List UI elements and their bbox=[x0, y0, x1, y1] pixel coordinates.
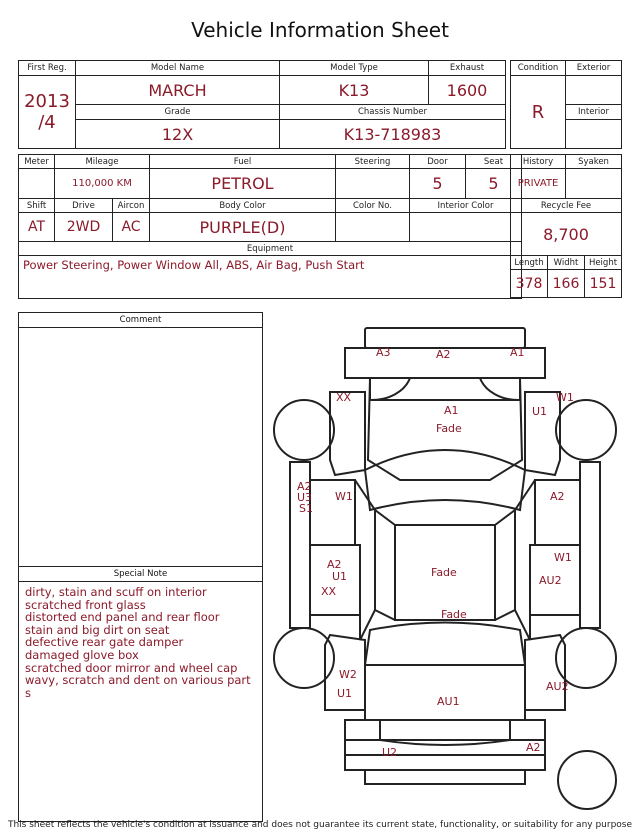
interior-color-value bbox=[410, 213, 522, 242]
history-value: PRIVATE bbox=[511, 169, 566, 199]
tailgate bbox=[365, 665, 525, 720]
spare-wheel bbox=[558, 751, 616, 809]
mark-rear-left-fender-1: W2 bbox=[339, 668, 357, 681]
fuel-value: PETROL bbox=[150, 169, 336, 199]
height-value: 151 bbox=[585, 270, 622, 298]
comment-label: Comment bbox=[19, 313, 262, 328]
mark-rear-right-door-2: AU2 bbox=[539, 574, 562, 587]
length-value: 378 bbox=[511, 270, 548, 298]
height-label: Height bbox=[585, 256, 622, 270]
mileage-label: Mileage bbox=[55, 155, 150, 169]
shift-value: AT bbox=[19, 213, 55, 242]
mark-rear-right-door-1: W1 bbox=[554, 551, 572, 564]
width-value: 166 bbox=[548, 270, 585, 298]
model-type-label: Model Type bbox=[280, 61, 429, 76]
exterior-value bbox=[566, 76, 622, 105]
aircon-label: Aircon bbox=[113, 199, 150, 213]
interior-label: Interior bbox=[566, 105, 622, 120]
mark-rear-left-door-1: A2 bbox=[327, 558, 342, 571]
mileage-value: 110,000 KM bbox=[55, 169, 150, 199]
front-left-fender bbox=[330, 392, 365, 475]
mark-front-right-door: A2 bbox=[550, 490, 565, 503]
front-right-wheel bbox=[556, 400, 616, 460]
mark-left-pillar-3: S1 bbox=[299, 502, 313, 515]
interior-color-label: Interior Color bbox=[410, 199, 522, 213]
rear-bumper-line bbox=[380, 720, 510, 745]
mark-rear-bumper-left: U2 bbox=[382, 746, 398, 759]
hood-edge bbox=[370, 378, 520, 400]
equipment-label: Equipment bbox=[19, 242, 522, 256]
specs-table bbox=[18, 154, 522, 299]
mark-rear-right-fender: AU2 bbox=[546, 680, 569, 693]
special-note-panel bbox=[18, 566, 263, 822]
aircon-value: AC bbox=[113, 213, 150, 242]
equipment-value: Power Steering, Power Window All, ABS, Air Bag, Push Start bbox=[19, 256, 522, 299]
mark-rear-left-door-3: XX bbox=[321, 585, 337, 598]
mark-roof-note: Fade bbox=[431, 566, 457, 579]
first-reg-label: First Reg. bbox=[19, 61, 76, 76]
model-type-value: K13 bbox=[280, 76, 429, 105]
special-note-label: Special Note bbox=[19, 567, 262, 582]
car-damage-diagram bbox=[270, 320, 630, 820]
mark-hood-code: A1 bbox=[444, 404, 459, 417]
mark-front-right-fender-2: W1 bbox=[556, 391, 574, 404]
front-bumper-top bbox=[365, 328, 525, 348]
drive-value: 2WD bbox=[55, 213, 113, 242]
history-table bbox=[510, 154, 622, 298]
grade-value: 12X bbox=[76, 120, 280, 149]
rear-bumper-bottom bbox=[365, 770, 525, 784]
meter-value bbox=[19, 169, 55, 199]
mark-front-bumper-right: A1 bbox=[510, 346, 525, 359]
condition-value: R bbox=[511, 76, 566, 149]
seat-label: Seat bbox=[466, 155, 522, 169]
mark-front-bumper-left: A3 bbox=[376, 346, 391, 359]
first-reg-cell bbox=[19, 76, 76, 149]
condition-table bbox=[510, 60, 622, 149]
length-label: Length bbox=[511, 256, 548, 270]
steering-label: Steering bbox=[336, 155, 410, 169]
special-note-text: dirty, stain and scuff on interior scratched front glass distorted end panel and rear floor stain and big dirt on seat defective rear gate damper damaged glove box scratched door mirror and wheel cap wavy, scratch and dent on various part s bbox=[25, 585, 251, 700]
mark-rear-left-fender-2: U1 bbox=[337, 687, 353, 700]
mark-front-left-door: W1 bbox=[335, 490, 353, 503]
vehicle-info-table bbox=[18, 60, 506, 149]
exhaust-label: Exhaust bbox=[429, 61, 506, 76]
grade-label: Grade bbox=[76, 105, 280, 120]
exhaust-value: 1600 bbox=[429, 76, 506, 105]
rear-bumper-upper bbox=[345, 720, 545, 755]
mark-front-right-fender-1: U1 bbox=[532, 405, 548, 418]
recycle-fee-label: Recycle Fee bbox=[511, 199, 622, 213]
body-color-label: Body Color bbox=[150, 199, 336, 213]
door-value: 5 bbox=[410, 169, 466, 199]
door-label: Door bbox=[410, 155, 466, 169]
chassis-number-value: K13-718983 bbox=[280, 120, 506, 149]
page-title: Vehicle Information Sheet bbox=[191, 18, 449, 42]
right-sill bbox=[580, 462, 600, 628]
mark-rear-roof-note: Fade bbox=[441, 608, 467, 621]
width-label: Widht bbox=[548, 256, 585, 270]
comment-panel bbox=[18, 312, 263, 567]
first-reg-year: 2013 bbox=[24, 91, 70, 112]
seat-value: 5 bbox=[466, 169, 522, 199]
meter-label: Meter bbox=[19, 155, 55, 169]
syaken-value bbox=[566, 169, 622, 199]
steering-value bbox=[336, 169, 410, 199]
mark-left-pillar-2: U3 bbox=[297, 491, 313, 504]
condition-label: Condition bbox=[511, 61, 566, 76]
mark-rear-left-door-2: U1 bbox=[332, 570, 348, 583]
fuel-label: Fuel bbox=[150, 155, 336, 169]
disclaimer-footer: This sheet reflects the vehicle's condition at issuance and does not guarantee its current state, functionality, or suitability for any purpose bbox=[7, 820, 633, 830]
mark-rear-bumper-right: A2 bbox=[526, 741, 541, 754]
color-no-label: Color No. bbox=[336, 199, 410, 213]
rear-window bbox=[365, 623, 525, 666]
mark-front-left-fender: XX bbox=[336, 391, 352, 404]
recycle-fee-value: 8,700 bbox=[511, 213, 622, 256]
front-left-wheel bbox=[274, 400, 334, 460]
color-no-value bbox=[336, 213, 410, 242]
mark-tailgate: AU1 bbox=[437, 695, 460, 708]
left-headlight bbox=[370, 378, 410, 400]
syaken-label: Syaken bbox=[566, 155, 622, 169]
drive-label: Drive bbox=[55, 199, 113, 213]
model-name-label: Model Name bbox=[76, 61, 280, 76]
shift-label: Shift bbox=[19, 199, 55, 213]
history-label: History bbox=[511, 155, 566, 169]
mark-left-pillar-1: A2 bbox=[297, 480, 312, 493]
first-reg-month: /4 bbox=[38, 112, 56, 133]
chassis-number-label: Chassis Number bbox=[280, 105, 506, 120]
model-name-value: MARCH bbox=[76, 76, 280, 105]
interior-value bbox=[566, 120, 622, 149]
mark-hood-note: Fade bbox=[436, 422, 462, 435]
mark-front-bumper-center: A2 bbox=[436, 348, 451, 361]
body-color-value: PURPLE(D) bbox=[150, 213, 336, 242]
exterior-label: Exterior bbox=[566, 61, 622, 76]
right-headlight bbox=[480, 378, 520, 400]
